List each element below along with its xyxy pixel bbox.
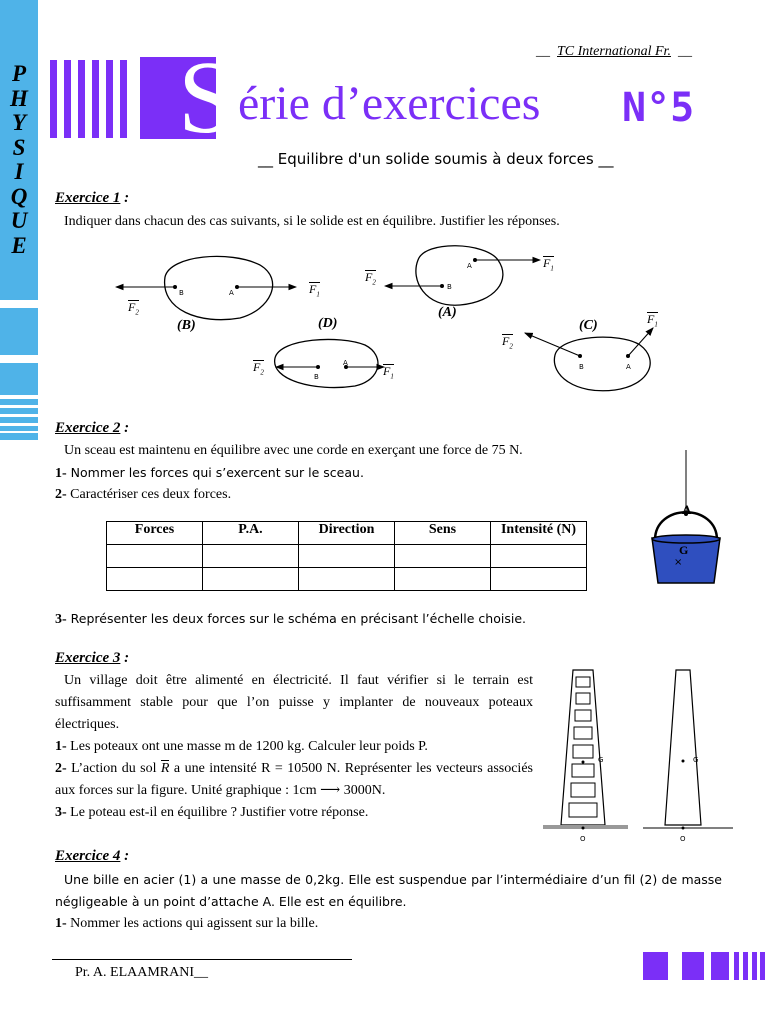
force-f1-label: $F_1$ bbox=[543, 256, 554, 273]
case-a-diagram bbox=[385, 246, 540, 305]
exercise-4-body bbox=[55, 869, 722, 935]
side-band-gap bbox=[0, 405, 38, 408]
title-stripe bbox=[92, 60, 99, 138]
svg-text:×: × bbox=[674, 557, 683, 568]
force-f1-label: $F_1$ bbox=[383, 364, 394, 381]
title-stripe bbox=[106, 60, 113, 138]
pole-g-label: G bbox=[598, 756, 604, 764]
table-header: Sens bbox=[395, 522, 491, 545]
title-stripe bbox=[50, 60, 57, 138]
footer-decor-box bbox=[760, 952, 765, 980]
side-band-gap bbox=[0, 423, 38, 426]
exercise-3-question-3: 3- Le poteau est-il en équilibre ? Justifier votre réponse. bbox=[55, 805, 369, 820]
exercise-1-title: Exercice 1 : bbox=[55, 190, 130, 206]
side-band-gap bbox=[0, 414, 38, 417]
point-b-label: B bbox=[579, 363, 584, 371]
footer-decor-box bbox=[752, 952, 757, 980]
side-band-gap bbox=[0, 431, 38, 433]
exercise-2-question-1: 1- Nommer les forces qui s’exercent sur le sceau. bbox=[55, 465, 364, 481]
forces-table bbox=[106, 521, 587, 591]
title-stripe bbox=[120, 60, 127, 138]
exercise-4-title: Exercice 4 : bbox=[55, 848, 130, 864]
footer-decor-box bbox=[682, 952, 704, 980]
pole-o-label: O bbox=[680, 835, 686, 843]
table-row bbox=[107, 545, 587, 568]
exercise-3-intro: Un village doit être alimenté en électricité. Il faut vérifier si le terrain est suffisamment stable pour que l’on puisse y implanter de nouveaux poteaux électriques. bbox=[55, 673, 533, 732]
page-title: érie d’exercices bbox=[238, 77, 541, 130]
point-b-label: B bbox=[314, 373, 319, 381]
bucket-point-g-label: G bbox=[679, 543, 689, 557]
bucket-point-a-label: A bbox=[682, 502, 692, 517]
program-label: __ TC International Fr. __ bbox=[536, 44, 692, 59]
exercise-4-intro: Une bille en acier (1) a une masse de 0,2kg. Elle est suspendue par l’intermédiaire d’un fil (2) de masse négligeable à un point d’attache A. Elle est en équilibre. bbox=[55, 872, 722, 909]
footer-rule bbox=[52, 959, 352, 960]
case-d-label: (D) bbox=[318, 316, 338, 331]
title-stripe bbox=[78, 60, 85, 138]
table-header: Forces bbox=[107, 522, 203, 545]
point-a-label: A bbox=[467, 262, 472, 270]
point-b-label: B bbox=[179, 289, 184, 297]
exercise-2-title: Exercice 2 : bbox=[55, 420, 130, 436]
force-f2-label: $F_2$ bbox=[128, 300, 139, 317]
pole-o-label: O bbox=[580, 835, 586, 843]
title-stripe bbox=[64, 60, 71, 138]
case-d-diagram bbox=[275, 339, 384, 387]
author-signature: Pr. A. ELAAMRANI__ bbox=[75, 965, 209, 980]
footer-decor-box bbox=[734, 952, 739, 980]
exercise-4-question-1: 1- Nommer les actions qui agissent sur la bille. bbox=[55, 916, 319, 931]
exercise-1-instruction: Indiquer dans chacun des cas suivants, si le solide est en équilibre. Justifier les réponses. bbox=[64, 214, 560, 229]
table-header: Direction bbox=[299, 522, 395, 545]
exercise-2-question-3: 3- Représenter les deux forces sur le schéma en précisant l’échelle choisie. bbox=[55, 611, 526, 627]
subject-vertical-label: P H Y S I Q U E bbox=[10, 61, 28, 258]
exercise-2-question-2: 2- Caractériser ces deux forces. bbox=[55, 487, 232, 502]
force-f1-label: $F_1$ bbox=[309, 282, 320, 299]
case-b-label: (B) bbox=[177, 318, 196, 333]
force-f1-label: $F_1$ bbox=[647, 312, 658, 329]
side-band-gap bbox=[0, 300, 38, 308]
exercise-3-question-1: 1- Les poteaux ont une masse m de 1200 kg. Calculer leur poids P. bbox=[55, 739, 428, 754]
subtitle: __ Equilibre d'un solide soumis à deux forces __ bbox=[258, 150, 614, 168]
solid-pole bbox=[643, 670, 733, 830]
case-c-diagram bbox=[525, 328, 653, 391]
exercise-3-question-2: 2- L’action du sol R a une intensité R = 10500 N. Représenter les vecteurs associés aux forces sur la figure. Unité graphique : 1cm ⟶ 3000N. bbox=[55, 761, 533, 798]
exercise-3-body bbox=[55, 670, 533, 824]
footer-decor-box bbox=[711, 952, 729, 980]
pole-figures bbox=[543, 665, 743, 845]
table-row bbox=[107, 568, 587, 591]
bucket-figure bbox=[622, 448, 732, 588]
exercise-2-intro: Un sceau est maintenu en équilibre avec une corde en exerçant une force de 75 N. bbox=[64, 443, 523, 458]
footer-decor-box bbox=[743, 952, 748, 980]
exercise-3-title: Exercice 3 : bbox=[55, 650, 130, 666]
footer-decor-box bbox=[643, 952, 668, 980]
case-a-label: (A) bbox=[438, 305, 457, 320]
lattice-pole bbox=[543, 670, 628, 830]
side-band-gap bbox=[0, 395, 38, 399]
point-b-label: B bbox=[447, 283, 452, 291]
force-f2-label: $F_2$ bbox=[502, 334, 513, 351]
force-f2-label: $F_2$ bbox=[365, 270, 376, 287]
point-a-label: A bbox=[343, 359, 348, 367]
point-a-label: A bbox=[626, 363, 631, 371]
case-c-label: (C) bbox=[579, 318, 598, 333]
table-header: P.A. bbox=[203, 522, 299, 545]
point-a-label: A bbox=[229, 289, 234, 297]
series-number: N°5 bbox=[622, 85, 695, 131]
force-f2-label: $F_2$ bbox=[253, 360, 264, 377]
table-header: Intensité (N) bbox=[491, 522, 587, 545]
side-band-gap bbox=[0, 355, 38, 363]
case-b-diagram bbox=[116, 256, 296, 319]
pole-g-label: G bbox=[693, 756, 699, 764]
title-initial: S bbox=[178, 40, 236, 155]
